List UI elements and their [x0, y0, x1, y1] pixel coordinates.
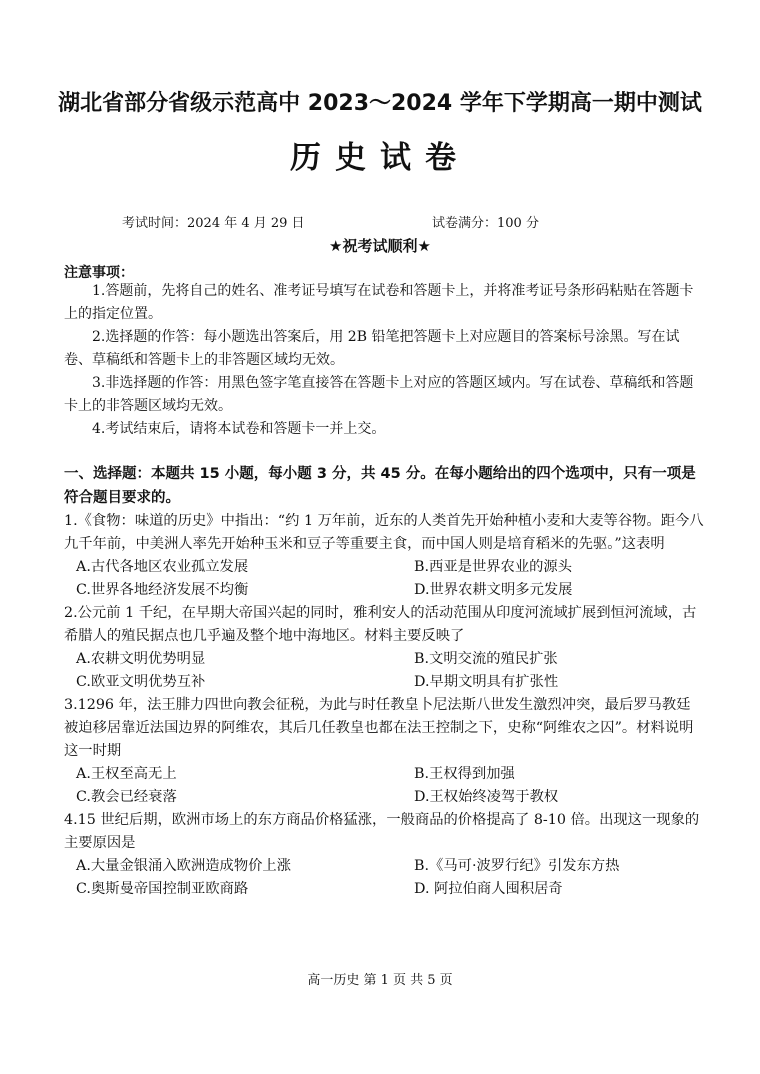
question-2 — [64, 602, 704, 694]
note-item: 4.考试结束后，请将本试卷和答题卡一并上交。 — [92, 421, 386, 437]
option-grid — [64, 855, 704, 901]
option-a: A.王权至高无上 — [76, 766, 177, 782]
option-b: B.文明交流的殖民扩张 — [414, 651, 558, 667]
subject-title: 历史试卷 — [290, 140, 470, 176]
option-d: D.世界农耕文明多元发展 — [414, 582, 573, 598]
page-footer: 高一历史 第 1 页 共 5 页 — [307, 973, 453, 988]
option-c: C.奥斯曼帝国控制亚欧商路 — [76, 881, 249, 897]
notes-title: 注意事项： — [64, 265, 134, 281]
option-c: C.世界各地经济发展不均衡 — [76, 582, 249, 598]
option-d: D.早期文明具有扩张性 — [414, 674, 559, 690]
note-item: 3.非选择题的作答：用黑色签字笔直接答在答题卡上对应的答题区域内。写在试卷、草稿纸和答题卡上的非答题区域均无效。 — [64, 375, 694, 414]
option-grid — [64, 648, 704, 694]
option-grid — [64, 763, 704, 809]
option-c: C.教会已经衰落 — [76, 789, 177, 805]
question-stem: 1.《食物：味道的历史》中指出：“约 1 万年前，近东的人类首先开始种植小麦和大麦等谷物。距今八九千年前，中美洲人率先开始种玉米和豆子等重要主食，而中国人则是培育稻米的先驱。”这表明 — [64, 513, 704, 552]
note-item: 2.选择题的作答：每小题选出答案后，用 2B 铅笔把答题卡上对应题目的答案标号涂黑。写在试卷、草稿纸和答题卡上的非答题区域均无效。 — [64, 329, 680, 368]
option-grid — [64, 556, 704, 602]
question-stem: 2.公元前 1 千纪，在早期大帝国兴起的同时，雅利安人的活动范围从印度河流域扩展到恒河流域，古希腊人的殖民据点也几乎遍及整个地中海地区。材料主要反映了 — [64, 605, 697, 644]
option-c: C.欧亚文明优势互补 — [76, 674, 206, 690]
question-stem: 3.1296 年，法王腓力四世向教会征税，为此与时任教皇卜尼法斯八世发生激烈冲突，最后罗马教廷被迫移居靠近法国边界的阿维农，其后几任教皇也都在法王控制之下，史称“阿维农之囚”。材料说明这一时期 — [64, 697, 694, 759]
option-a: A.古代各地区农业孤立发展 — [76, 559, 249, 575]
blessing-line: ★祝考试顺利★ — [329, 237, 431, 255]
question-stem: 4.15 世纪后期，欧洲市场上的东方商品价格猛涨，一般商品的价格提高了 8-10 倍。出现这一现象的主要原因是 — [64, 812, 700, 851]
question-3 — [64, 694, 704, 809]
exam-title: 湖北省部分省级示范高中 2023～2024 学年下学期高一期中测试 — [58, 91, 702, 116]
notes-list — [64, 280, 704, 441]
question-list — [64, 510, 704, 901]
option-a: A.大量金银涌入欧洲造成物价上涨 — [76, 858, 292, 874]
option-b: B.西亚是世界农业的源头 — [414, 559, 573, 575]
exam-time: 考试时间：2024 年 4 月 29 日 — [122, 216, 305, 231]
option-b: B.《马可·波罗行纪》引发东方热 — [414, 858, 620, 874]
option-d: D.王权始终凌驾于教权 — [414, 789, 559, 805]
section-heading: 一、选择题：本题共 15 小题，每小题 3 分，共 45 分。在每小题给出的四个选项中，只有一项是符合题目要求的。 — [64, 466, 696, 506]
note-item: 1.答题前，先将自己的姓名、准考证号填写在试卷和答题卡上，并将准考证号条形码粘贴在答题卡上的指定位置。 — [64, 283, 694, 322]
option-b: B.王权得到加强 — [414, 766, 515, 782]
option-d: D. 阿拉伯商人囤积居奇 — [414, 881, 563, 897]
option-a: A.农耕文明优势明显 — [76, 651, 206, 667]
full-score: 试卷满分：100 分 — [432, 216, 539, 231]
question-4 — [64, 809, 704, 901]
question-1 — [64, 510, 704, 602]
